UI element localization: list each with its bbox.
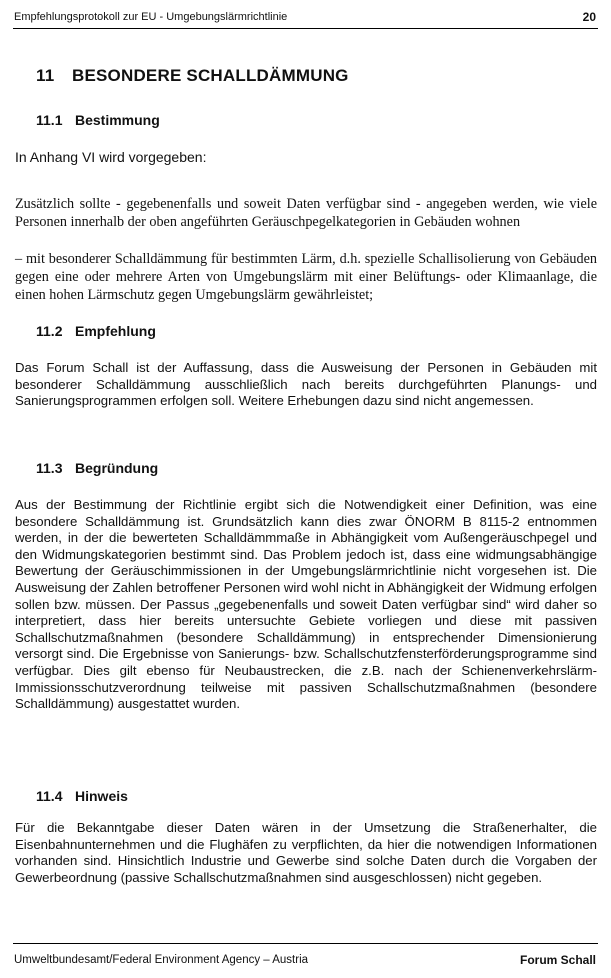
section-heading-11-1 <box>36 112 160 128</box>
section-title: Empfehlung <box>75 323 156 339</box>
section-11-1-quote-1: Zusätzlich sollte - gegebenenfalls und soweit Daten verfügbar sind - angegeben werden, wie viele Personen innerhalb der oben angeführten Geräuschpegelkategorien in Gebäuden wohnen <box>15 196 597 230</box>
section-heading-11-2 <box>36 323 156 339</box>
section-heading-11-4 <box>36 788 128 804</box>
chapter-heading <box>36 66 349 86</box>
section-title: Begründung <box>75 460 159 476</box>
footer-forum: Forum Schall <box>519 953 596 967</box>
section-11-2-text: Das Forum Schall ist der Auffassung, dass die Ausweisung der Personen in Gebäuden mit besonderer Schalldämmung ausschließlich nach bereits durchgeführten Planungs- und Sanierungsprogrammen erfolgen soll. Weitere Erhebungen dazu sind nicht angemessen. <box>15 360 597 409</box>
section-11-1-quote-2: – mit besonderer Schalldämmung für bestimmten Lärm, d.h. spezielle Schallisolierung von Gebäuden gegen eine oder mehrere Arten von Umgebungslärm mit einer Belüftungs- oder Klimaanlage, die einen hohen Lärmschutz gegen Umgebungslärm gewährleistet; <box>15 251 597 303</box>
section-11-4-text: Für die Bekanntgabe dieser Daten wären in der Umsetzung die Straßenerhalter, die Eisenbahnunternehmen und die Flughäfen zu verpflichten, da hier die notwendigen Informationen vorhanden sind. Hinsichtlich Industrie und Gewerbe sind solche Daten durch die Vorgaben der Gewerbeordnung (passive Schallschutzmaßnahmen sind ausgeschlossen) nicht gegeben. <box>15 820 597 885</box>
chapter-number: 11 <box>36 66 55 85</box>
chapter-title: BESONDERE SCHALLDÄMMUNG <box>72 66 349 85</box>
section-number: 11.3 <box>36 460 63 476</box>
section-title: Hinweis <box>75 788 128 804</box>
section-heading-11-3 <box>36 460 158 476</box>
section-number: 11.4 <box>36 788 63 804</box>
header-title: Empfehlungsprotokoll zur EU - Umgebungslärmrichtlinie <box>14 11 288 23</box>
section-11-3-text: Aus der Bestimmung der Richtlinie ergibt sich die Notwendigkeit einer Definition, was eine besondere Schalldämmung ist. Grundsätzlich kann dies zwar ÖNORM B 8115-2 entnommen werden, in der die bewerteten Schalldämmmaße in Abhängigkeit vom Außengeräuschpegel und den Widmungskategorien bestimmt sind. Das Problem jedoch ist, dass eine widmungsabhängige Bewertung der Geräuschimmissionen in der Umgebungslärmrichtlinie nicht vorgesehen ist. Die Ausweisung der Zahlen betroffener Personen wird wohl nicht in Abhängigkeit der Widmung erfolgen sollen bzw. müssen. Der Passus „gegebenenfalls und soweit Daten verfügbar sind“ wird daher so interpretiert, dass hier bereits untersuchte Gebiete vorliegen und diese mit passiven Schallschutzmaßnahmen (besondere Schalldämmung) in entsprechender Dimensionierung versorgt sind. Die Ergebnisse von Sanierungs- bzw. Schallschutzfensterförderungsprogramme sind verfügbar. Dies gilt ebenso für Neubaustrecken, die z.B. nach der Schienenverkehrslärm-Immissionsschutzverordnung teilweise mit passiven Schallschutzmaßnahmen (besondere Schalldämmung) ausgestattet wurden. <box>15 497 597 712</box>
section-number: 11.1 <box>36 112 63 128</box>
page-number: 20 <box>582 10 596 24</box>
footer-agency: Umweltbundesamt/Federal Environment Agency – Austria <box>14 954 309 966</box>
section-11-1-intro: In Anhang VI wird vorgegeben: <box>15 149 207 165</box>
page-footer <box>13 943 598 972</box>
page-header <box>13 8 598 29</box>
section-number: 11.2 <box>36 323 63 339</box>
section-title: Bestimmung <box>75 112 160 128</box>
